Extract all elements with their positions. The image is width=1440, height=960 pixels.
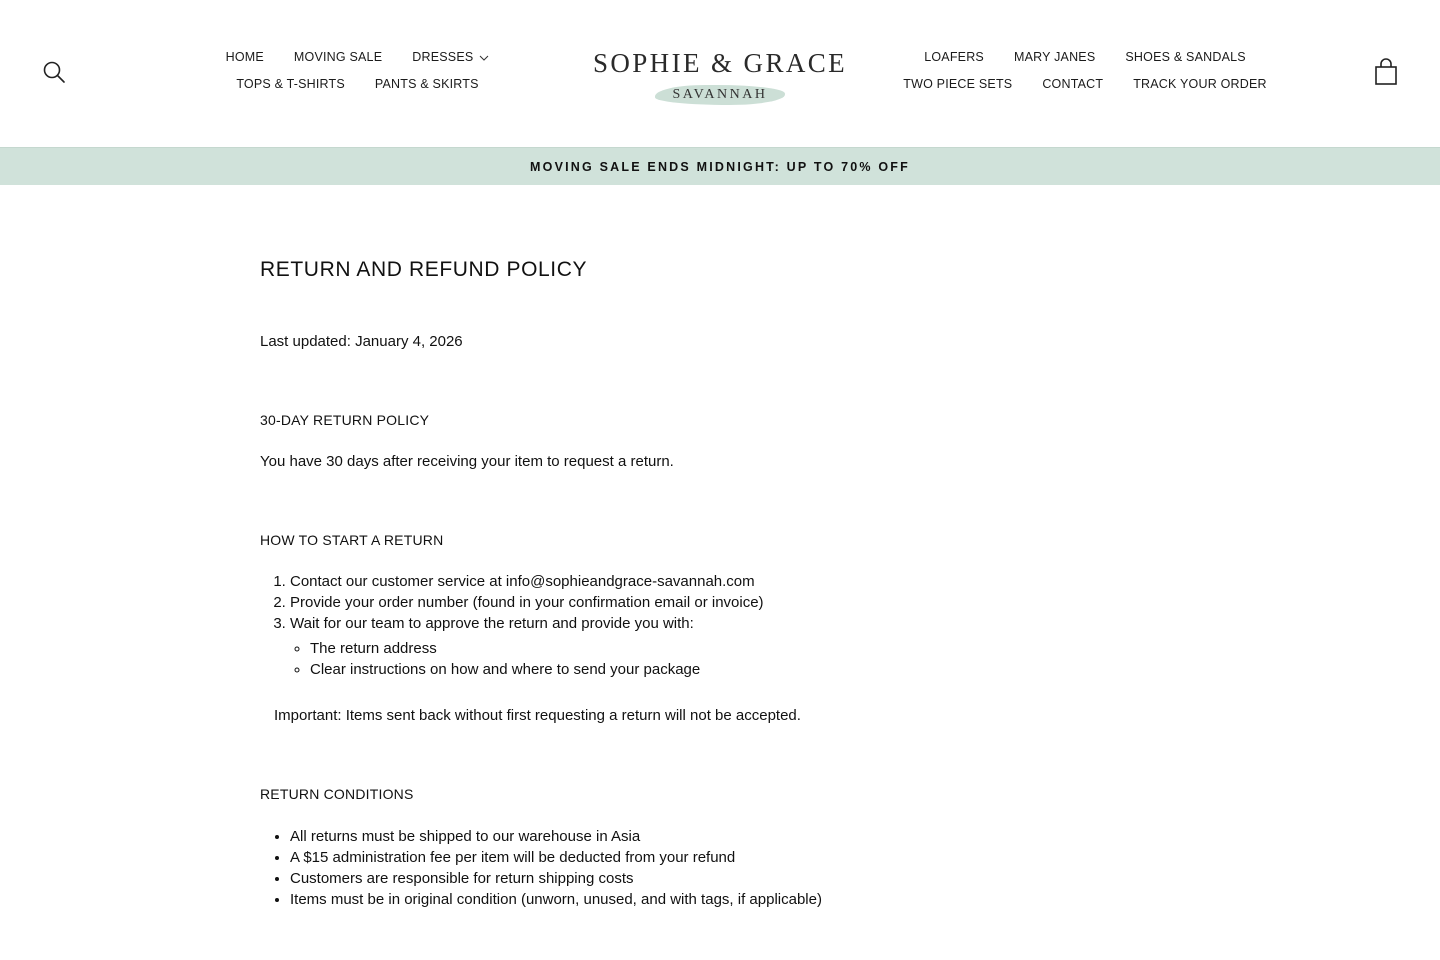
list-item: 1. Contact our customer service at info@sophieandgrace-savannah.com bbox=[290, 571, 764, 592]
shopping-bag-icon bbox=[1374, 58, 1398, 86]
list-item: • A $15 administration fee per item will be deducted from your refund bbox=[290, 847, 822, 868]
logo-location: SAVANNAH bbox=[672, 87, 768, 102]
return-substeps-list bbox=[290, 638, 764, 680]
nav-contact[interactable]: CONTACT bbox=[1042, 77, 1104, 91]
list-item: • All returns must be shipped to our warehouse in Asia bbox=[290, 826, 822, 847]
nav-track-order[interactable]: TRACK YOUR ORDER bbox=[1133, 77, 1267, 91]
return-steps-list bbox=[260, 571, 764, 680]
list-item: 2. Provide your order number (found in your confirmation email or invoice) bbox=[290, 592, 764, 613]
list-item: • Items must be in original condition (unworn, unused, and with tags, if applicable) bbox=[290, 889, 822, 910]
nav-shoes-sandals[interactable]: SHOES & SANDALS bbox=[1125, 50, 1246, 64]
important-note: Important: Items sent back without first requesting a return will not be accepted. bbox=[274, 707, 801, 724]
site-header bbox=[0, 0, 1440, 147]
logo-brand-name: SOPHIE & GRACE bbox=[592, 48, 848, 78]
list-item: ◦ The return address bbox=[310, 638, 764, 659]
list-item-text: Wait for our team to approve the return and provide you with: bbox=[290, 615, 694, 632]
search-icon bbox=[42, 60, 66, 84]
brand-logo[interactable] bbox=[580, 44, 860, 114]
nav-dresses-label: DRESSES bbox=[412, 50, 474, 64]
section-heading-how-to-return: HOW TO START A RETURN bbox=[260, 532, 444, 548]
nav-home[interactable]: HOME bbox=[225, 50, 264, 64]
section-heading-return-conditions: RETURN CONDITIONS bbox=[260, 786, 414, 802]
list-item bbox=[290, 613, 764, 680]
nav-two-piece-sets[interactable]: TWO PIECE SETS bbox=[903, 77, 1013, 91]
search-button[interactable] bbox=[42, 60, 66, 84]
return-window-text: You have 30 days after receiving your item to request a return. bbox=[260, 453, 674, 470]
chevron-down-icon bbox=[479, 53, 489, 63]
nav-moving-sale[interactable]: MOVING SALE bbox=[293, 50, 383, 64]
nav-tops-tshirts[interactable]: TOPS & T-SHIRTS bbox=[236, 77, 345, 91]
nav-loafers[interactable]: LOAFERS bbox=[924, 50, 984, 64]
section-heading-return-policy: 30-DAY RETURN POLICY bbox=[260, 412, 430, 428]
return-conditions-list bbox=[260, 826, 822, 910]
cart-button[interactable] bbox=[1374, 58, 1398, 86]
main-nav-right bbox=[880, 48, 1290, 94]
nav-pants-skirts[interactable]: PANTS & SKIRTS bbox=[374, 77, 479, 91]
nav-dresses[interactable] bbox=[397, 48, 504, 67]
policy-content bbox=[260, 250, 1180, 908]
announcement-bar[interactable] bbox=[0, 147, 1440, 185]
last-updated: Last updated: January 4, 2026 bbox=[260, 333, 463, 350]
list-item: • Customers are responsible for return shipping costs bbox=[290, 868, 822, 889]
nav-mary-janes[interactable]: MARY JANES bbox=[1013, 50, 1096, 64]
logo-location-badge bbox=[655, 82, 785, 108]
main-nav-left bbox=[200, 48, 515, 94]
announcement-text: MOVING SALE ENDS MIDNIGHT: UP TO 70% OFF bbox=[530, 159, 910, 174]
page-title: RETURN AND REFUND POLICY bbox=[260, 258, 588, 281]
list-item: ◦ Clear instructions on how and where to send your package bbox=[310, 659, 764, 680]
